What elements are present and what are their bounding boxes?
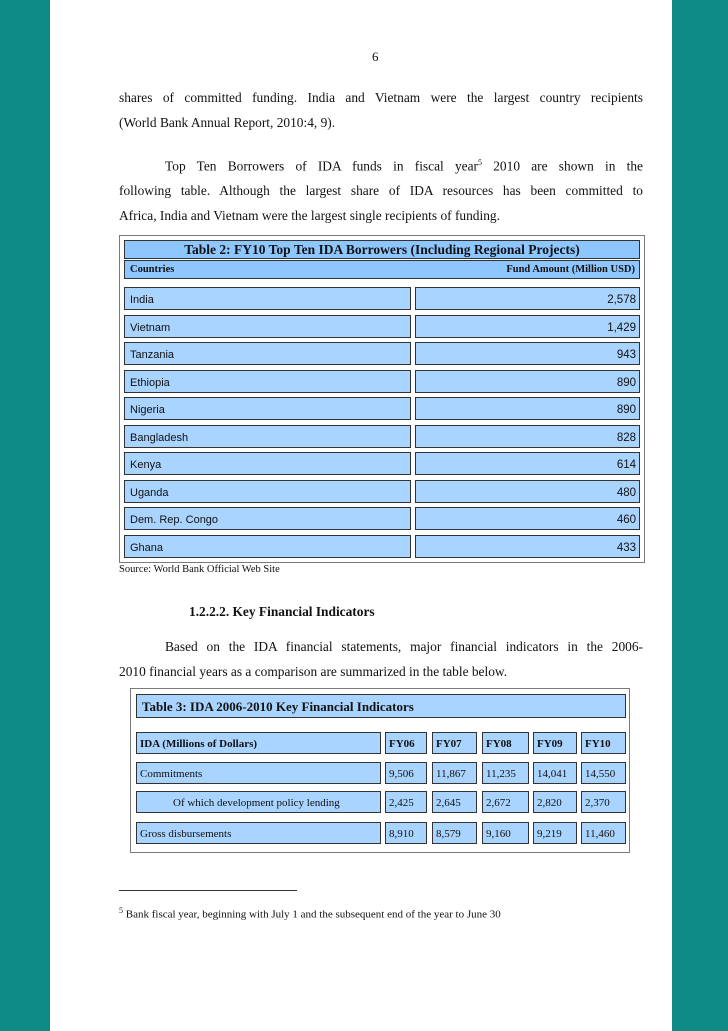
value-cell: 9,506 [385, 762, 427, 784]
header-fy-cell: FY10 [581, 732, 626, 754]
amount-cell: 460 [415, 507, 640, 530]
paragraph-3-line-2: 2010 financial years as a comparison are summarized in the table below. [119, 664, 508, 679]
footnote-ref[interactable]: 5 [478, 158, 483, 167]
header-fy-cell: FY06 [385, 732, 427, 754]
value-cell: 2,672 [482, 791, 529, 813]
value-cell: 9,219 [533, 822, 577, 844]
table-row [124, 480, 640, 503]
row-label-cell: Gross disbursements [136, 822, 381, 844]
amount-cell: 480 [415, 480, 640, 503]
paragraph-1 [119, 85, 643, 135]
table-row [124, 287, 640, 310]
country-cell: Ethiopia [124, 370, 411, 393]
table-row [124, 507, 640, 530]
header-label-cell: IDA (Millions of Dollars) [136, 732, 381, 754]
header-fy-cell: FY07 [432, 732, 477, 754]
value-cell: 8,579 [432, 822, 477, 844]
paragraph-3 [119, 634, 643, 684]
paragraph-2-line-3: Africa, India and Vietnam were the largest single recipients of funding. [119, 208, 500, 224]
table-3 [130, 688, 630, 853]
value-cell: 9,160 [482, 822, 529, 844]
value-cell: 14,550 [581, 762, 626, 784]
country-cell: Nigeria [124, 397, 411, 420]
table-row [124, 452, 640, 475]
paragraph-2-line-1 [119, 150, 643, 178]
amount-cell: 890 [415, 370, 640, 393]
value-cell: 2,425 [385, 791, 427, 813]
amount-cell: 2,578 [415, 287, 640, 310]
amount-cell: 433 [415, 535, 640, 558]
amount-cell: 1,429 [415, 315, 640, 338]
header-fy-cell: FY08 [482, 732, 529, 754]
paragraph-2-line-1-a: Top Ten Borrowers of IDA funds in fiscal year [165, 158, 479, 174]
country-cell: Dem. Rep. Congo [124, 507, 411, 530]
table-2 [119, 235, 645, 563]
country-cell: Kenya [124, 452, 411, 475]
value-cell: 8,910 [385, 822, 427, 844]
right-side-bar [672, 0, 728, 1031]
table-3-header [136, 732, 626, 754]
paragraph-1-line-2: (World Bank Annual Report, 2010:4, 9). [119, 115, 336, 130]
table-row [124, 342, 640, 365]
row-label-cell: Commitments [136, 762, 381, 784]
footnote-text: Bank fiscal year, beginning with July 1 and the subsequent end of the year to June 30 [123, 908, 501, 921]
paragraph-2-line-1-b: 2010 are shown in the [482, 158, 643, 174]
value-cell: 2,370 [581, 791, 626, 813]
page-number: 6 [372, 49, 379, 64]
table-3-title: Table 3: IDA 2006-2010 Key Financial Indicators [136, 694, 626, 718]
amount-cell: 614 [415, 452, 640, 475]
footnote [119, 906, 501, 921]
table-row [124, 315, 640, 338]
amount-cell: 943 [415, 342, 640, 365]
footnote-mark: 5 [119, 906, 123, 915]
country-cell: Bangladesh [124, 425, 411, 448]
amount-cell: 828 [415, 425, 640, 448]
value-cell: 11,235 [482, 762, 529, 784]
table-row [136, 791, 626, 813]
paragraph-3-line-1: Based on the IDA financial statements, major financial indicators in the 2006- [165, 639, 643, 654]
section-heading: 1.2.2.2. Key Financial Indicators [189, 604, 375, 619]
table-row [124, 397, 640, 420]
table-2-source: Source: World Bank Official Web Site [119, 564, 280, 575]
header-fy-cell: FY09 [533, 732, 577, 754]
country-cell: Uganda [124, 480, 411, 503]
column-header-fund-amount: Fund Amount (Million USD) [506, 264, 635, 275]
table-row [136, 762, 626, 784]
country-cell: Vietnam [124, 315, 411, 338]
paragraph-2-line-2: following table. Although the largest share of IDA resources has been committed to [119, 183, 643, 199]
table-2-header [124, 260, 640, 279]
value-cell: 11,867 [432, 762, 477, 784]
paragraph-2 [119, 150, 643, 228]
left-side-bar [0, 0, 50, 1031]
value-cell: 14,041 [533, 762, 577, 784]
table-row [136, 822, 626, 844]
value-cell: 11,460 [581, 822, 626, 844]
value-cell: 2,820 [533, 791, 577, 813]
table-row [124, 535, 640, 558]
value-cell: 2,645 [432, 791, 477, 813]
footnote-separator [119, 890, 297, 891]
amount-cell: 890 [415, 397, 640, 420]
table-row [124, 370, 640, 393]
column-header-countries: Countries [130, 264, 175, 275]
row-label-cell: Of which development policy lending [136, 791, 381, 813]
country-cell: India [124, 287, 411, 310]
table-2-title: Table 2: FY10 Top Ten IDA Borrowers (Including Regional Projects) [124, 240, 640, 259]
paragraph-1-line-1: shares of committed funding. India and Vietnam were the largest country recipients [119, 90, 643, 105]
country-cell: Tanzania [124, 342, 411, 365]
country-cell: Ghana [124, 535, 411, 558]
table-row [124, 425, 640, 448]
